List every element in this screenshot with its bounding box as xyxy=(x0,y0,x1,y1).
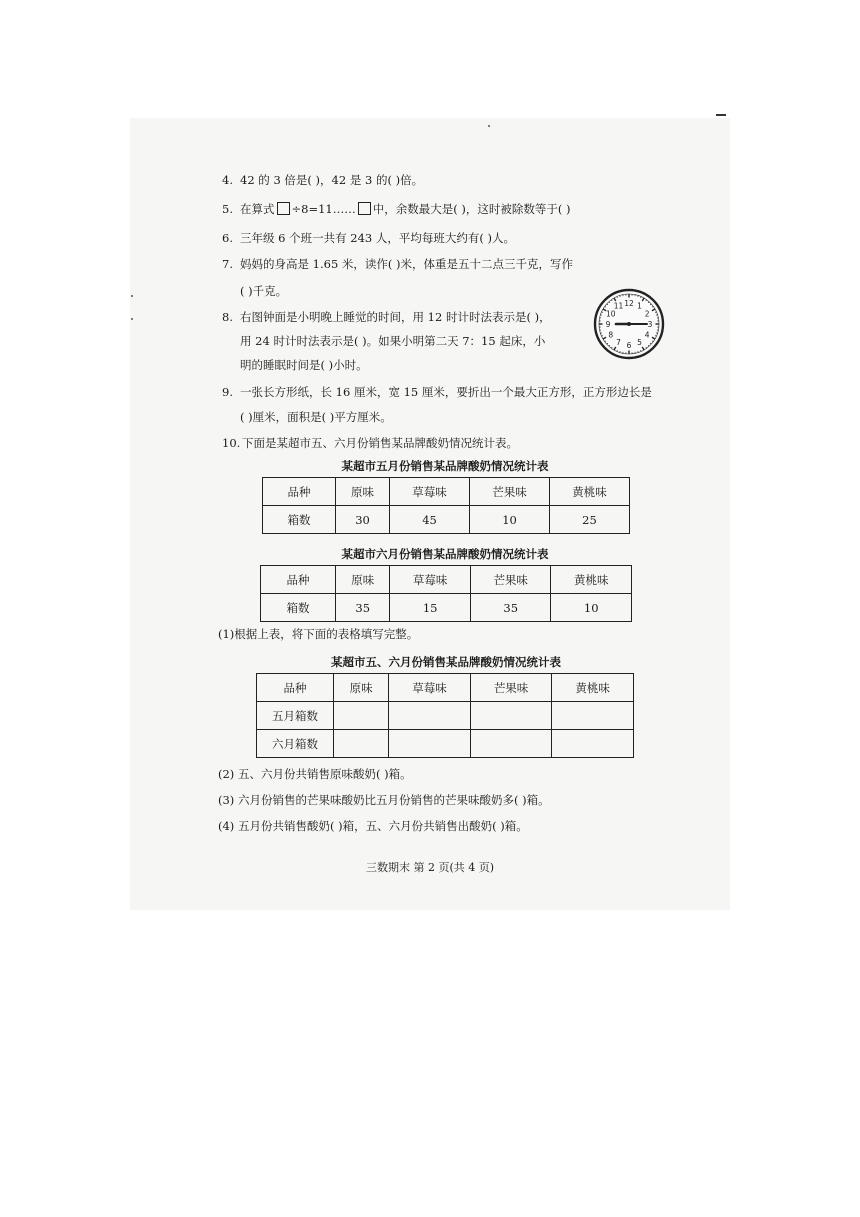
question-text: 妈妈的身高是 1.65 米，读作( )米，体重是五十二点三千克，写作 xyxy=(240,257,574,271)
question-number: 7. xyxy=(222,257,233,271)
scan-speck xyxy=(131,295,133,297)
table-title-may: 某超市五月份销售某品牌酸奶情况统计表 xyxy=(341,459,549,473)
table-cell: 原味 xyxy=(334,674,389,702)
table-header-row xyxy=(263,478,630,506)
clock-number: 8 xyxy=(608,330,614,340)
table-combined xyxy=(256,673,634,758)
table-cell: 35 xyxy=(470,594,551,622)
question-text: ( )厘米，面积是( )平方厘米。 xyxy=(240,410,392,424)
clock-number: 12 xyxy=(624,298,634,308)
question-text: 右图钟面是小明晚上睡觉的时间，用 12 时计时法表示是( )， xyxy=(240,310,551,324)
table-row xyxy=(257,730,634,758)
question-text: 一张长方形纸，长 16 厘米，宽 15 厘米，要折出一个最大正方形，正方形边长是 xyxy=(240,385,652,399)
table-cell: 草莓味 xyxy=(389,674,471,702)
table-cell: 10 xyxy=(551,594,632,622)
scan-speck xyxy=(488,125,490,127)
sub-question-2: (2) 五、六月份共销售原味酸奶( )箱。 xyxy=(218,767,412,781)
table-june xyxy=(260,565,632,622)
answer-cell[interactable] xyxy=(389,730,471,758)
page-footer: 三数期末 第 2 页(共 4 页) xyxy=(365,861,495,874)
answer-cell[interactable] xyxy=(470,702,552,730)
clock-number: 4 xyxy=(644,330,650,340)
table-title-combined: 某超市五、六月份销售某品牌酸奶情况统计表 xyxy=(331,655,561,669)
question-text: 明的睡眠时间是( )小时。 xyxy=(240,358,368,372)
question-8 xyxy=(222,310,551,325)
clock-face xyxy=(592,287,666,361)
question-number: 5. xyxy=(222,202,233,216)
question-10 xyxy=(222,436,518,451)
clock-number: 11 xyxy=(613,301,624,311)
table-row xyxy=(261,594,632,622)
table-header-row xyxy=(257,674,634,702)
question-number: 9. xyxy=(222,385,233,399)
scan-mark xyxy=(716,114,726,116)
clock-number: 9 xyxy=(605,319,611,329)
table-cell: 品种 xyxy=(263,478,336,506)
question-7 xyxy=(222,257,573,272)
table-row xyxy=(257,702,634,730)
table-cell: 黄桃味 xyxy=(552,674,634,702)
table-cell: 五月箱数 xyxy=(257,702,334,730)
question-text: 下面是某超市五、六月份销售某品牌酸奶情况统计表。 xyxy=(242,436,518,450)
answer-cell[interactable] xyxy=(389,702,471,730)
answer-cell[interactable] xyxy=(552,702,634,730)
question-text: 中，余数最大是( )，这时被除数等于( ) xyxy=(372,202,571,216)
clock-number: 6 xyxy=(626,340,632,350)
question-text: ÷8=11…… xyxy=(291,202,356,216)
question-4 xyxy=(222,173,423,188)
table-cell: 品种 xyxy=(261,566,336,594)
question-text: 用 24 时计时法表示是( )。如果小明第二天 7：15 起床，小 xyxy=(240,334,546,348)
scan-speck xyxy=(131,318,133,320)
question-number: 10. xyxy=(222,436,241,450)
question-5 xyxy=(222,202,571,217)
table-cell: 25 xyxy=(550,506,630,534)
table-cell: 草莓味 xyxy=(390,478,470,506)
blank-box[interactable] xyxy=(358,202,371,215)
table-cell: 黄桃味 xyxy=(550,478,630,506)
table-may xyxy=(262,477,630,534)
question-text: 42 的 3 倍是( )，42 是 3 的( )倍。 xyxy=(240,173,424,187)
clock-number: 2 xyxy=(644,309,650,319)
table-header-row xyxy=(261,566,632,594)
clock-number: 1 xyxy=(637,301,642,311)
table-cell: 原味 xyxy=(336,478,390,506)
table-cell: 原味 xyxy=(336,566,390,594)
table-cell: 品种 xyxy=(257,674,334,702)
table-cell: 45 xyxy=(390,506,470,534)
answer-cell[interactable] xyxy=(334,730,389,758)
table-cell: 芒果味 xyxy=(470,566,551,594)
question-text: 在算式 xyxy=(240,202,275,216)
table-cell: 箱数 xyxy=(261,594,336,622)
table-row xyxy=(263,506,630,534)
table-cell: 箱数 xyxy=(263,506,336,534)
question-text: 三年级 6 个班一共有 243 人，平均每班大约有( )人。 xyxy=(240,231,516,245)
question-9 xyxy=(222,385,652,400)
answer-cell[interactable] xyxy=(470,730,552,758)
sub-question-4: (4) 五月份共销售酸奶( )箱，五、六月份共销售出酸奶( )箱。 xyxy=(218,819,528,833)
clock-number: 5 xyxy=(637,337,642,347)
clock-number: 7 xyxy=(616,337,621,347)
sub-question-1: (1)根据上表，将下面的表格填写完整。 xyxy=(218,627,419,641)
table-cell: 10 xyxy=(470,506,550,534)
question-number: 8. xyxy=(222,310,233,324)
table-cell: 15 xyxy=(390,594,471,622)
sub-question-3: (3) 六月份销售的芒果味酸奶比五月份销售的芒果味酸奶多( )箱。 xyxy=(218,793,550,807)
question-6 xyxy=(222,231,515,246)
answer-cell[interactable] xyxy=(334,702,389,730)
table-cell: 芒果味 xyxy=(470,674,552,702)
table-cell: 芒果味 xyxy=(470,478,550,506)
table-cell: 六月箱数 xyxy=(257,730,334,758)
table-cell: 草莓味 xyxy=(390,566,471,594)
question-number: 6. xyxy=(222,231,233,245)
question-number: 4. xyxy=(222,173,233,187)
answer-cell[interactable] xyxy=(552,730,634,758)
clock-number: 3 xyxy=(647,319,653,329)
table-title-june: 某超市六月份销售某品牌酸奶情况统计表 xyxy=(341,547,549,561)
question-text: ( )千克。 xyxy=(240,284,288,298)
clock-number: 10 xyxy=(606,309,616,319)
blank-box[interactable] xyxy=(277,202,290,215)
table-cell: 35 xyxy=(336,594,390,622)
table-cell: 30 xyxy=(336,506,390,534)
table-cell: 黄桃味 xyxy=(551,566,632,594)
